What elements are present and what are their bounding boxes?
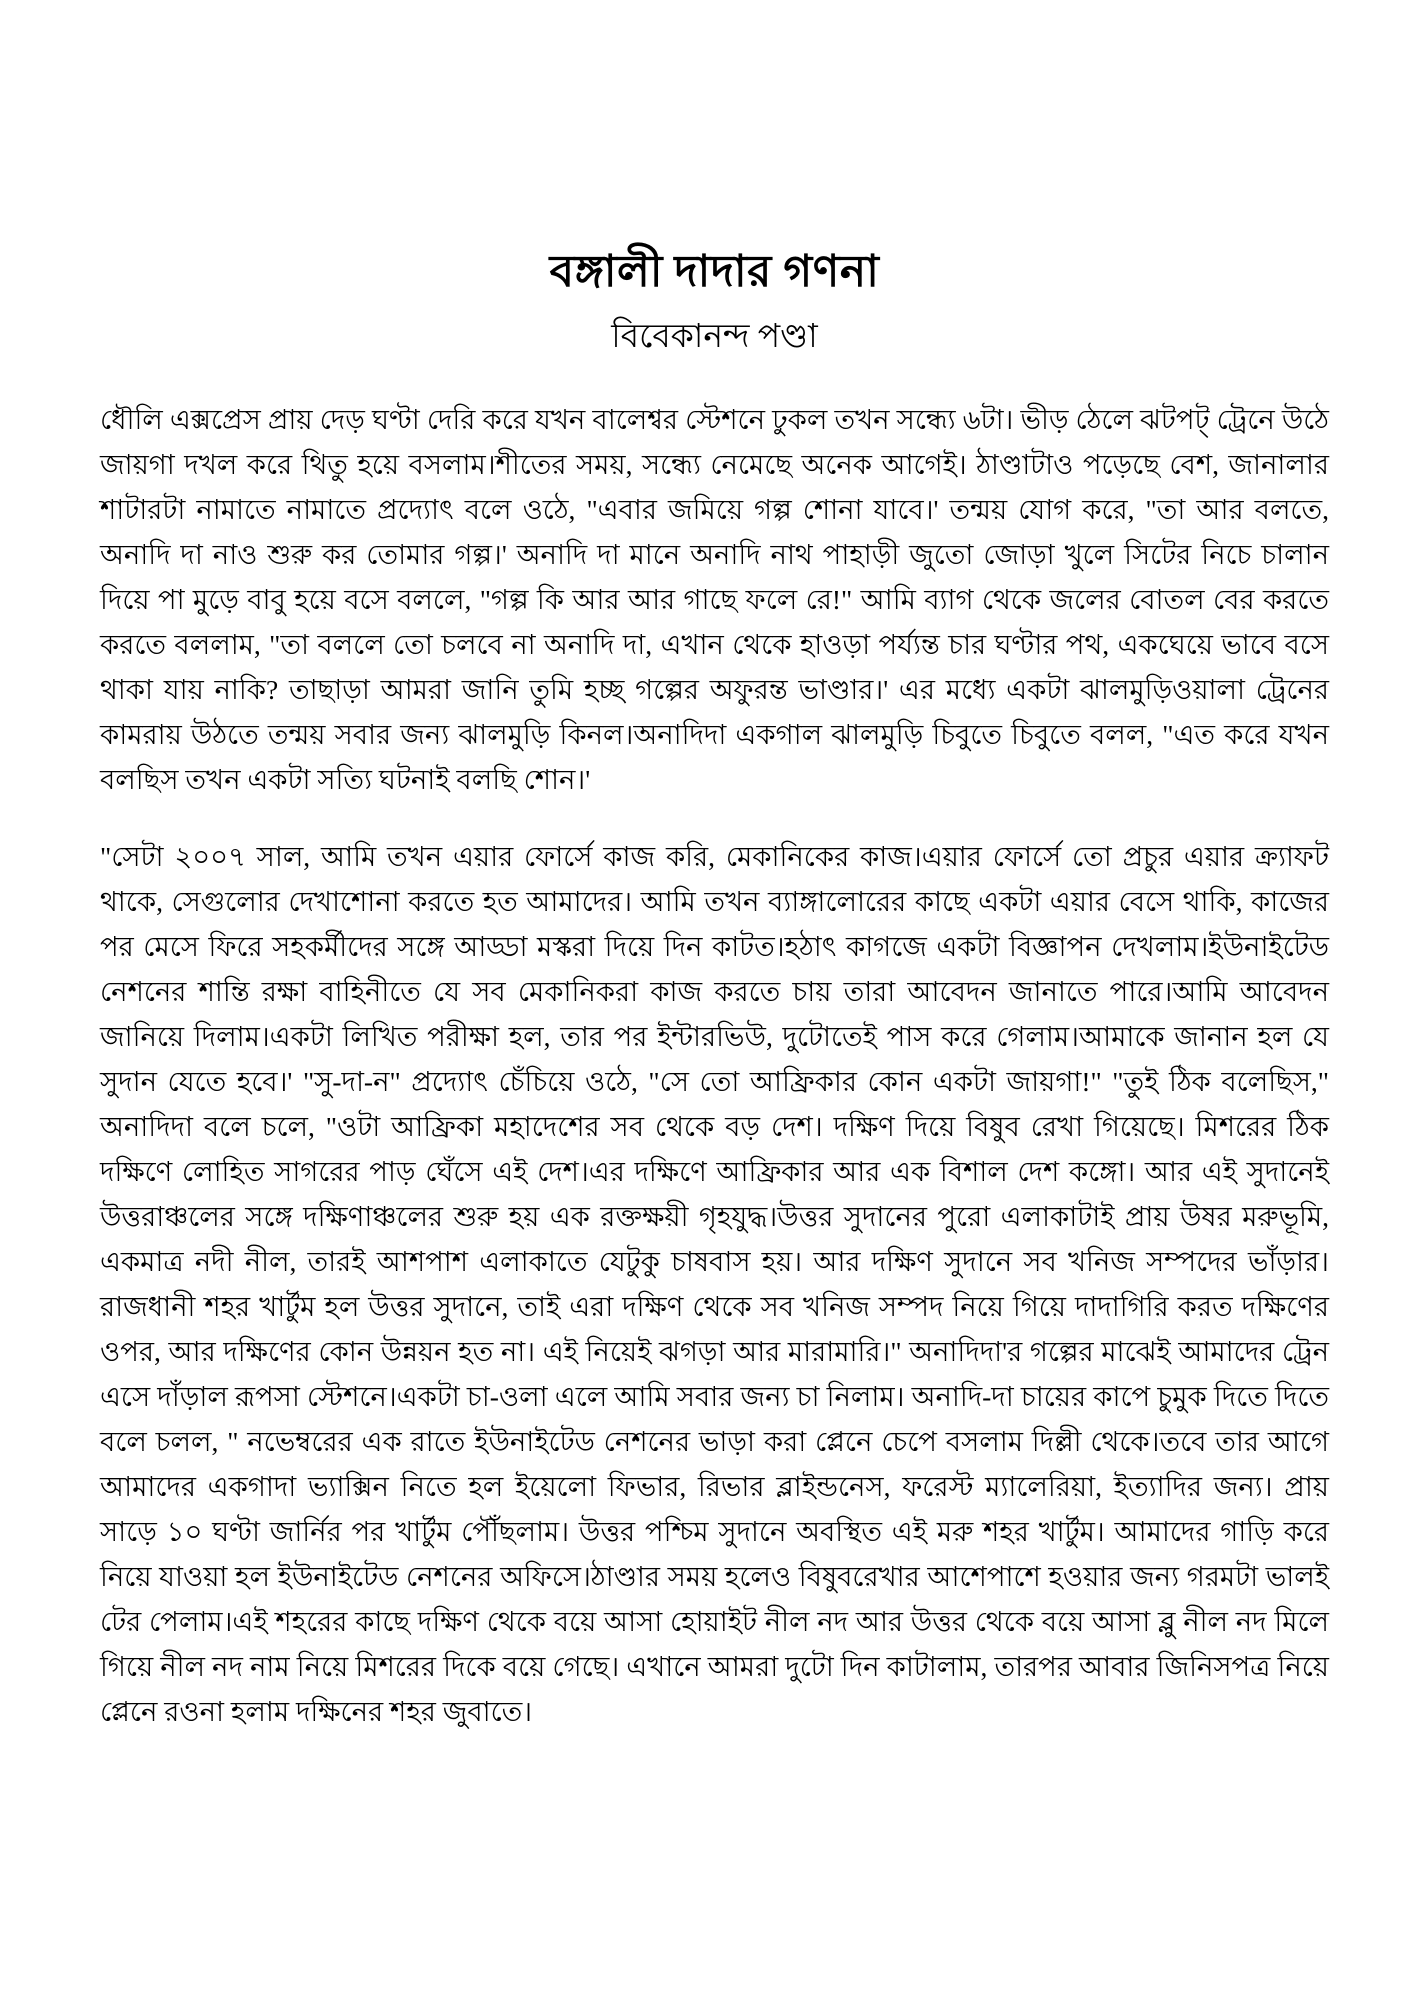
- author-name: বিবেকানন্দ পণ্ডা: [611, 319, 818, 356]
- document-body: [100, 397, 1329, 1734]
- story-paragraph-1: ধৌলি এক্সপ্রেস প্রায় দেড় ঘণ্টা দেরি করে যখন বালেশ্বর স্টেশনে ঢুকল তখন সন্ধ্যে ৬টা। ভীড় ঠেলে ঝটপট্ ট্রেনে উঠে জায়গা দখল করে থিতু হয়ে বসলাম।শীতের সময়, সন্ধ্যে নেমেছে অনেক আগেই। ঠাণ্ডাটাও পড়েছে বেশ, জানালার শাটারটা নামাতে নামাতে প্রদ্যোৎ বলে ওঠে, "এবার জমিয়ে গল্প শোনা যাবে।' তন্ময় যোগ করে, "তা আর বলতে, অনাদি দা নাও শুরু কর তোমার গল্প।' অনাদি দা মানে অনাদি নাথ পাহাড়ী জুতো জোড়া খুলে সিটের নিচে চালান দিয়ে পা মুড়ে বাবু হয়ে বসে বললে, "গল্প কি আর আর গাছে ফলে রে!" আমি ব্যাগ থেকে জলের বোতল বের করতে করতে বললাম, "তা বললে তো চলবে না অনাদি দা, এখান থেকে হাওড়া পর্য্যন্ত চার ঘণ্টার পথ, একঘেয়ে ভাবে বসে থাকা যায় নাকি? তাছাড়া আমরা জানি তুমি হচ্ছ গল্পের অফুরন্ত ভাণ্ডার।' এর মধ্যে একটা ঝালমুড়িওয়ালা ট্রেনের কামরায় উঠতে তন্ময় সবার জন্য ঝালমুড়ি কিনল।অনাদিদা একগাল ঝালমুড়ি চিবুতে চিবুতে বলল, "এত করে যখন বলছিস তখন একটা সত্যি ঘটনাই বলছি শোন।': [100, 404, 1329, 796]
- story-paragraph-2: "সেটা ২০০৭ সাল, আমি তখন এয়ার ফোর্সে কাজ করি, মেকানিকের কাজ।এয়ার ফোর্সে তো প্রচুর এয়ার ক্র্যাফট থাকে, সেগুলোর দেখাশোনা করতে হত আমাদের। আমি তখন ব্যাঙ্গালোরের কাছে একটা এয়ার বেসে থাকি, কাজের পর মেসে ফিরে সহকর্মীদের সঙ্গে আড্ডা মস্করা দিয়ে দিন কাটত।হঠাৎ কাগজে একটা বিজ্ঞাপন দেখলাম।ইউনাইটেড নেশনের শান্তি রক্ষা বাহিনীতে যে সব মেকানিকরা কাজ করতে চায় তারা আবেদন জানাতে পারে।আমি আবেদন জানিয়ে দিলাম।একটা লিখিত পরীক্ষা হল, তার পর ইন্টারভিউ, দুটোতেই পাস করে গেলাম।আমাকে জানান হল যে সুদান যেতে হবে।' "সু-দা-ন" প্রদ্যোৎ চেঁচিয়ে ওঠে, "সে তো আফ্রিকার কোন একটা জায়গা!" "তুই ঠিক বলেছিস," অনাদিদা বলে চলে, "ওটা আফ্রিকা মহাদেশের সব থেকে বড় দেশ। দক্ষিণ দিয়ে বিষুব রেখা গিয়েছে। মিশরের ঠিক দক্ষিণে লোহিত সাগরের পাড় ঘেঁসে এই দেশ।এর দক্ষিণে আফ্রিকার আর এক বিশাল দেশ কঙ্গো। আর এই সুদানেই উত্তরাঞ্চলের সঙ্গে দক্ষিণাঞ্চলের শুরু হয় এক রক্তক্ষয়ী গৃহযুদ্ধ।উত্তর সুদানের পুরো এলাকাটাই প্রায় উষর মরুভূমি, একমাত্র নদী নীল, তারই আশপাশ এলাকাতে যেটুকু চাষবাস হয়। আর দক্ষিণ সুদানে সব খনিজ সম্পদের ভাঁড়ার। রাজধানী শহর খার্টুম হল উত্তর সুদানে, তাই এরা দক্ষিণ থেকে সব খনিজ সম্পদ নিয়ে গিয়ে দাদাগিরি করত দক্ষিণের ওপর, আর দক্ষিণের কোন উন্নয়ন হত না। এই নিয়েই ঝগড়া আর মারামারি।" অনাদিদা'র গল্পের মাঝেই আমাদের ট্রেন এসে দাঁড়াল রূপসা স্টেশনে।একটা চা-ওলা এলে আমি সবার জন্য চা নিলাম। অনাদি-দা চায়ের কাপে চুমুক দিতে দিতে বলে চলল, " নভেম্বরের এক রাতে ইউনাইটেড নেশনের ভাড়া করা প্লেনে চেপে বসলাম দিল্লী থেকে।তবে তার আগে আমাদের একগাদা ভ্যাক্সিন নিতে হল ইয়েলো ফিভার, রিভার ব্লাইন্ডনেস, ফরেস্ট ম্যালেরিয়া, ইত্যাদির জন্য। প্রায় সাড়ে ১০ ঘণ্টা জার্নির পর খার্টুম পৌঁছলাম। উত্তর পশ্চিম সুদানে অবস্থিত এই মরু শহর খার্টুম। আমাদের গাড়ি করে নিয়ে যাওয়া হল ইউনাইটেড নেশনের অফিসে।ঠাণ্ডার সময় হলেও বিষুবরেখার আশেপাশে হওয়ার জন্য গরমটা ভালই টের পেলাম।এই শহরের কাছে দক্ষিণ থেকে বয়ে আসা হোয়াইট নীল নদ আর উত্তর থেকে বয়ে আসা ব্লু নীল নদ মিলে গিয়ে নীল নদ নাম নিয়ে মিশরের দিকে বয়ে গেছে। এখানে আমরা দুটো দিন কাটালাম, তারপর আবার জিনিসপত্র নিয়ে প্লেনে রওনা হলাম দক্ষিনের শহর জুবাতে।: [100, 841, 1329, 1728]
- page-title: বঙ্গালী দাদার গণনা: [549, 247, 880, 296]
